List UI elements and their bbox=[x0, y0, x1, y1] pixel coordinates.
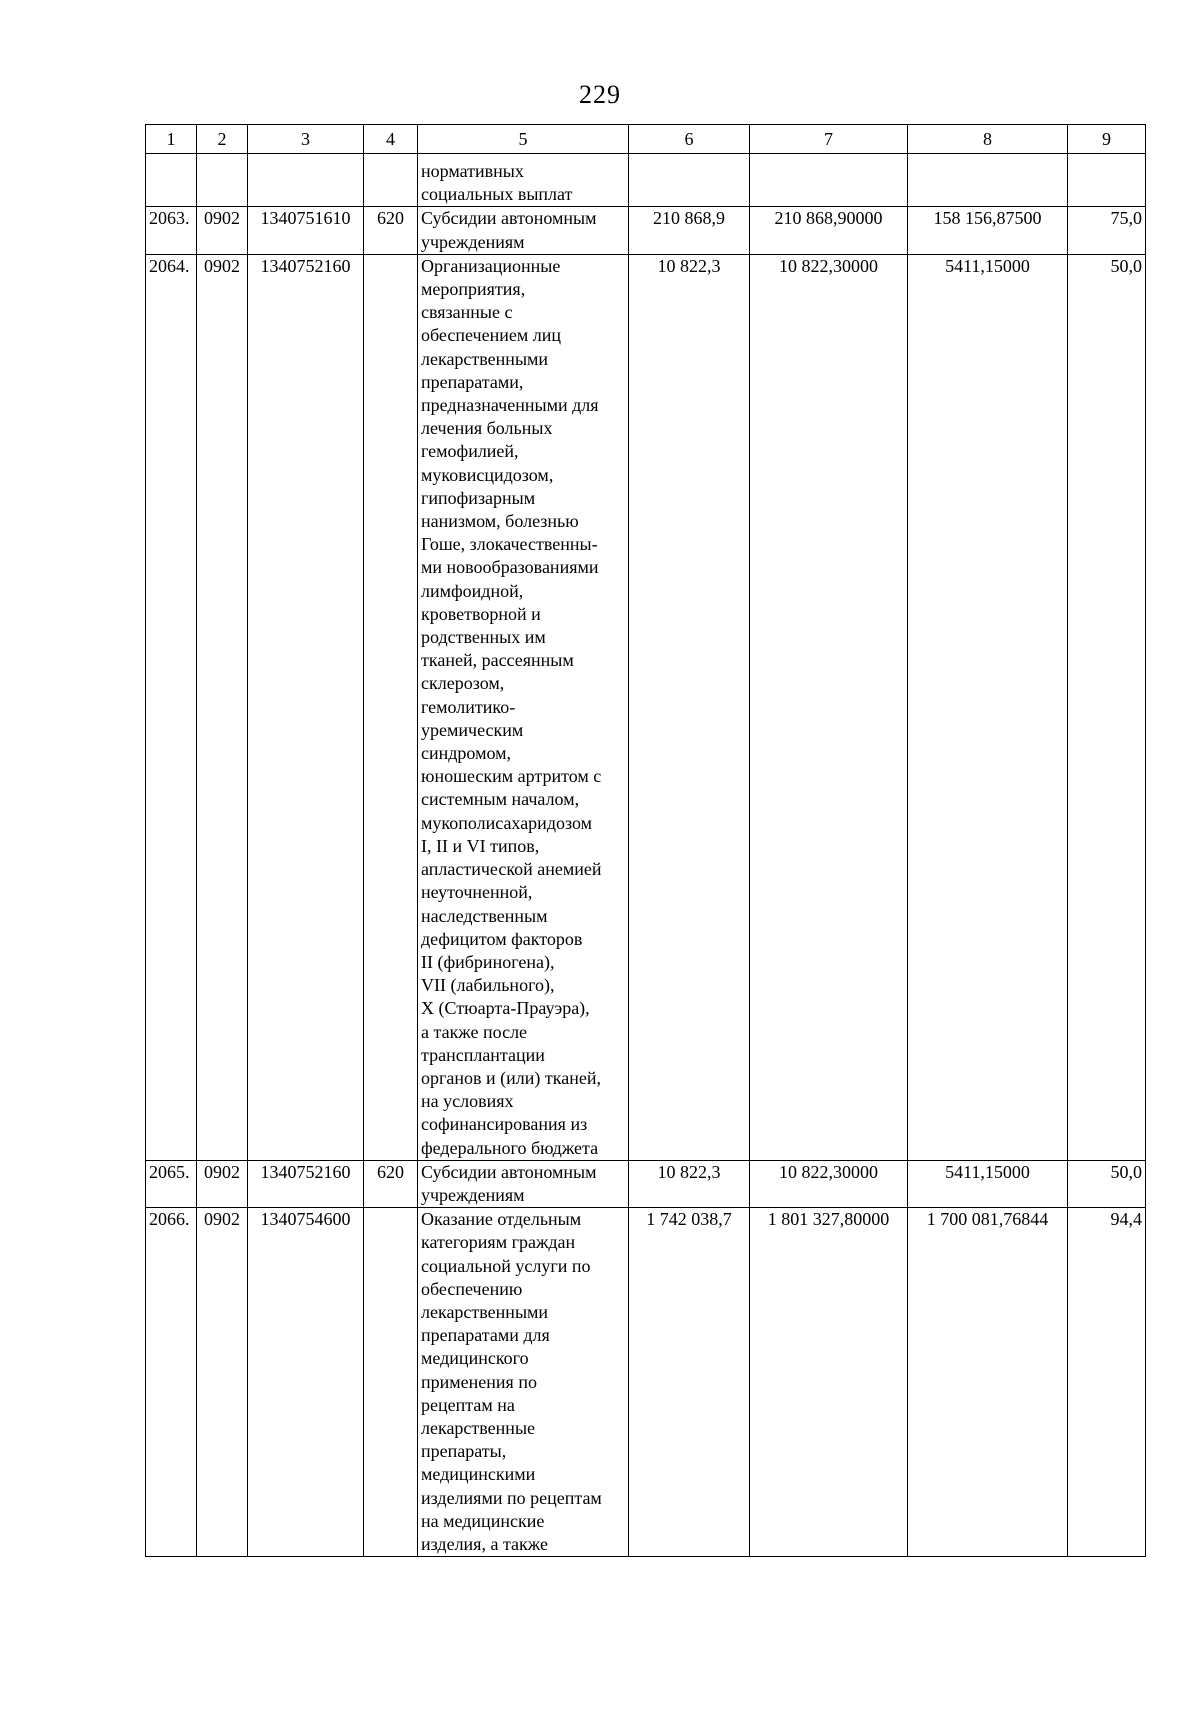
description-line: Субсидии автономным bbox=[421, 1161, 597, 1182]
description-line: изделиями по рецептам bbox=[421, 1487, 602, 1508]
description-line: гемолитико- bbox=[421, 696, 516, 717]
row-number: 2064. bbox=[146, 254, 197, 1160]
description-line: X (Стюарта-Прауэра), bbox=[421, 998, 590, 1019]
description-line: Гоше, злокачественны- bbox=[421, 534, 598, 555]
description-line: апластической анемией bbox=[421, 859, 602, 880]
description-line: неуточненной, bbox=[421, 882, 533, 903]
table-row bbox=[146, 254, 1146, 1160]
description-line: изделия, а также bbox=[421, 1533, 548, 1554]
percent-col-9: 50,0 bbox=[1068, 254, 1146, 1160]
column-header: 4 bbox=[364, 125, 418, 154]
description-line: трансплантации bbox=[421, 1044, 545, 1065]
budget-table bbox=[145, 124, 1146, 1557]
description-line: Субсидии автономным bbox=[421, 208, 597, 229]
description-line: Организационные bbox=[421, 255, 561, 276]
description-line: лекарственные bbox=[421, 1417, 536, 1438]
column-header: 9 bbox=[1068, 125, 1146, 154]
description-line: I, II и VI типов, bbox=[421, 835, 540, 856]
description-line: ми новообразованиями bbox=[421, 557, 599, 578]
row-description bbox=[418, 254, 629, 1160]
column-header: 8 bbox=[908, 125, 1068, 154]
description-line: на медицинские bbox=[421, 1510, 545, 1531]
percent-col-9 bbox=[1068, 154, 1146, 207]
value-col-7: 210 868,90000 bbox=[750, 207, 908, 254]
description-line: нормативных bbox=[421, 161, 524, 181]
description-line: применения по bbox=[421, 1371, 537, 1392]
section-code: 0902 bbox=[197, 254, 248, 1160]
value-col-8: 1 700 081,76844 bbox=[908, 1208, 1068, 1557]
description-line: лекарственными bbox=[421, 348, 549, 369]
row-description bbox=[418, 154, 629, 207]
row-number bbox=[146, 154, 197, 207]
description-line: системным началом, bbox=[421, 789, 580, 810]
page-number: 229 bbox=[579, 80, 621, 109]
value-col-8: 5411,15000 bbox=[908, 254, 1068, 1160]
description-line: учреждениям bbox=[421, 231, 525, 252]
description-line: гипофизарным bbox=[421, 487, 536, 508]
description-line: юношеским артритом с bbox=[421, 766, 602, 787]
value-col-8 bbox=[908, 154, 1068, 207]
value-col-6: 1 742 038,7 bbox=[629, 1208, 750, 1557]
description-line: мукополисахаридозом bbox=[421, 812, 593, 833]
percent-col-9: 94,4 bbox=[1068, 1208, 1146, 1557]
value-col-6 bbox=[629, 154, 750, 207]
row-number: 2063. bbox=[146, 207, 197, 254]
description-line: предназначенными для bbox=[421, 395, 599, 416]
target-article-code: 1340752160 bbox=[248, 1160, 364, 1207]
description-line: препараты, bbox=[421, 1441, 507, 1462]
target-article-code: 1340754600 bbox=[248, 1208, 364, 1557]
expense-kind-code bbox=[364, 154, 418, 207]
description-line: рецептам на bbox=[421, 1394, 515, 1415]
description-line: кроветворной и bbox=[421, 603, 541, 624]
description-line: нанизмом, болезнью bbox=[421, 511, 579, 532]
description-line: связанные с bbox=[421, 302, 513, 323]
column-header: 1 bbox=[146, 125, 197, 154]
value-col-6: 210 868,9 bbox=[629, 207, 750, 254]
value-col-8: 5411,15000 bbox=[908, 1160, 1068, 1207]
description-line: медицинскими bbox=[421, 1464, 536, 1485]
section-code: 0902 bbox=[197, 207, 248, 254]
target-article-code: 1340751610 bbox=[248, 207, 364, 254]
expense-kind-code: 620 bbox=[364, 207, 418, 254]
description-line: учреждениям bbox=[421, 1184, 525, 1205]
description-line: лимфоидной, bbox=[421, 580, 524, 601]
description-line: синдромом, bbox=[421, 743, 512, 764]
column-header: 3 bbox=[248, 125, 364, 154]
description-line: тканей, рассеянным bbox=[421, 650, 574, 671]
target-article-code bbox=[248, 154, 364, 207]
description-line: муковисцидозом, bbox=[421, 464, 554, 485]
percent-col-9: 50,0 bbox=[1068, 1160, 1146, 1207]
row-description bbox=[418, 1160, 629, 1207]
description-line: лекарственными bbox=[421, 1301, 549, 1322]
column-header: 5 bbox=[418, 125, 629, 154]
value-col-6: 10 822,3 bbox=[629, 254, 750, 1160]
description-line: препаратами, bbox=[421, 371, 524, 392]
section-code: 0902 bbox=[197, 1208, 248, 1557]
column-header: 6 bbox=[629, 125, 750, 154]
description-line: на условиях bbox=[421, 1091, 514, 1112]
table-row bbox=[146, 154, 1146, 207]
percent-col-9: 75,0 bbox=[1068, 207, 1146, 254]
description-line: софинансирования из bbox=[421, 1114, 588, 1135]
row-number: 2065. bbox=[146, 1160, 197, 1207]
value-col-6: 10 822,3 bbox=[629, 1160, 750, 1207]
description-line: лечения больных bbox=[421, 418, 553, 439]
value-col-8: 158 156,87500 bbox=[908, 207, 1068, 254]
section-code bbox=[197, 154, 248, 207]
table-row bbox=[146, 207, 1146, 254]
description-line: наследственным bbox=[421, 905, 548, 926]
column-number-header-row bbox=[146, 125, 1146, 154]
description-line: обеспечению bbox=[421, 1278, 523, 1299]
table-row bbox=[146, 1160, 1146, 1207]
row-description bbox=[418, 1208, 629, 1557]
description-line: медицинского bbox=[421, 1348, 529, 1369]
column-header: 7 bbox=[750, 125, 908, 154]
target-article-code: 1340752160 bbox=[248, 254, 364, 1160]
description-line: VII (лабильного), bbox=[421, 975, 555, 996]
row-number: 2066. bbox=[146, 1208, 197, 1557]
table-row bbox=[146, 1208, 1146, 1557]
expense-kind-code bbox=[364, 1208, 418, 1557]
description-line: гемофилией, bbox=[421, 441, 519, 462]
description-line: а также после bbox=[421, 1021, 528, 1042]
description-line: Оказание отдельным bbox=[421, 1209, 582, 1230]
description-line: мероприятия, bbox=[421, 279, 526, 300]
row-description bbox=[418, 207, 629, 254]
expense-kind-code bbox=[364, 254, 418, 1160]
description-line: препаратами для bbox=[421, 1325, 550, 1346]
description-line: склерозом, bbox=[421, 673, 505, 694]
description-line: социальной услуги по bbox=[421, 1255, 591, 1276]
description-line: органов и (или) тканей, bbox=[421, 1067, 601, 1088]
description-line: уремическим bbox=[421, 719, 524, 740]
description-line: федерального бюджета bbox=[421, 1137, 599, 1158]
value-col-7 bbox=[750, 154, 908, 207]
column-header: 2 bbox=[197, 125, 248, 154]
description-line: социальных выплат bbox=[421, 184, 573, 205]
description-line: категориям граждан bbox=[421, 1232, 576, 1253]
value-col-7: 10 822,30000 bbox=[750, 254, 908, 1160]
expense-kind-code: 620 bbox=[364, 1160, 418, 1207]
description-line: обеспечением лиц bbox=[421, 325, 561, 346]
description-line: родственных им bbox=[421, 627, 546, 648]
value-col-7: 10 822,30000 bbox=[750, 1160, 908, 1207]
description-line: дефицитом факторов bbox=[421, 928, 583, 949]
section-code: 0902 bbox=[197, 1160, 248, 1207]
value-col-7: 1 801 327,80000 bbox=[750, 1208, 908, 1557]
description-line: II (фибриногена), bbox=[421, 951, 555, 972]
